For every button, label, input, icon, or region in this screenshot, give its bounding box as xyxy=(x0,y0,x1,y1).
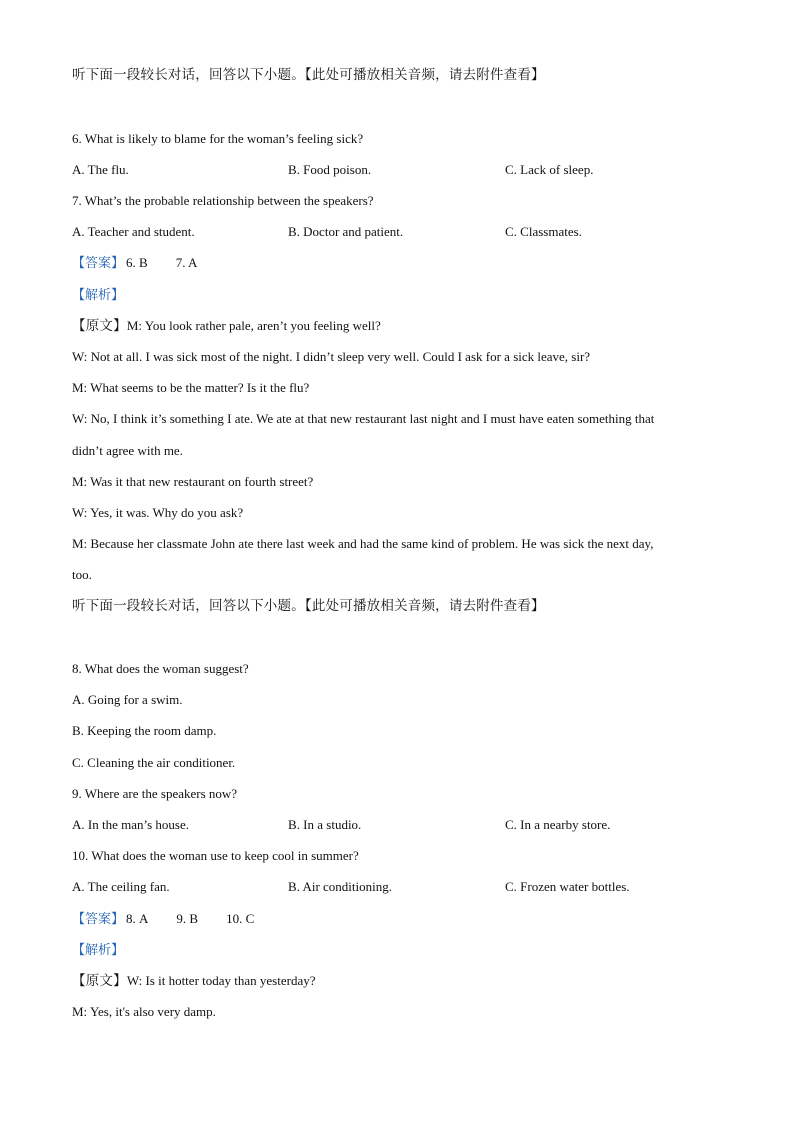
transcript-line-3: M: What seems to be the matter? Is it the flu? xyxy=(72,380,310,395)
question-10: 10. What does the woman use to keep cool in summer? xyxy=(72,848,359,863)
transcript-text: M: You look rather pale, aren’t you feeling well? xyxy=(126,318,381,333)
q8-option-c: C. Cleaning the air conditioner. xyxy=(72,755,236,770)
transcript-line-2: W: Not at all. I was sick most of the night. I didn’t sleep very well. Could I ask for a sick leave, sir? xyxy=(72,349,591,364)
q9-option-a: A. In the man’s house. xyxy=(72,817,189,832)
transcript-line-6: M: Was it that new restaurant on fourth street? xyxy=(72,474,314,489)
original-tag: 【原文】 xyxy=(72,318,127,334)
question-6: 6. What is likely to blame for the woman’s feeling sick? xyxy=(72,131,364,146)
q6-option-b: B. Food poison. xyxy=(288,162,372,177)
transcript-line-4: W: No, I think it’s something I ate. We ate at that new restaurant last night and I must have eaten something that xyxy=(72,411,655,426)
answer-line-1 xyxy=(72,254,197,273)
analysis-tag: 【解析】 xyxy=(72,288,125,303)
answer-tag: 【答案】 xyxy=(72,912,125,927)
q6-option-c: C. Lack of sleep. xyxy=(505,162,594,177)
transcript-line-1 xyxy=(72,317,381,335)
transcript2-line-1 xyxy=(72,972,316,990)
q8-option-a: A. Going for a swim. xyxy=(72,692,183,707)
q6-option-a: A. The flu. xyxy=(72,162,129,177)
transcript-line-5: didn’t agree with me. xyxy=(72,443,183,458)
section1-instruction: 听下面一段较长对话，回答以下小题。【此处可播放相关音频，请去附件查看】 xyxy=(72,67,545,83)
section2-instruction: 听下面一段较长对话，回答以下小题。【此处可播放相关音频，请去附件查看】 xyxy=(72,598,545,614)
transcript-line-8: M: Because her classmate John ate there last week and had the same kind of problem. He was sick the next day, xyxy=(72,536,654,551)
question-7: 7. What’s the probable relationship between the speakers? xyxy=(72,193,374,208)
analysis-line-1 xyxy=(72,286,124,305)
analysis-tag: 【解析】 xyxy=(72,943,125,958)
transcript-text: W: Is it hotter today than yesterday? xyxy=(126,973,316,988)
question-9: 9. Where are the speakers now? xyxy=(72,786,238,801)
analysis-line-2 xyxy=(72,941,124,960)
q9-option-b: B. In a studio. xyxy=(288,817,362,832)
transcript2-line-2: M: Yes, it's also very damp. xyxy=(72,1004,216,1019)
q7-option-c: C. Classmates. xyxy=(505,224,582,239)
answer-10: 10. C xyxy=(226,911,255,926)
original-tag: 【原文】 xyxy=(72,973,127,989)
transcript-line-7: W: Yes, it was. Why do you ask? xyxy=(72,505,244,520)
q9-option-c: C. In a nearby store. xyxy=(505,817,611,832)
q7-option-b: B. Doctor and patient. xyxy=(288,224,404,239)
answer-8: 8. A xyxy=(126,911,149,926)
answer-line-2 xyxy=(72,910,254,929)
q10-option-c: C. Frozen water bottles. xyxy=(505,879,630,894)
answer-7: 7. A xyxy=(175,255,198,270)
question-8: 8. What does the woman suggest? xyxy=(72,661,249,676)
q7-option-a: A. Teacher and student. xyxy=(72,224,195,239)
q10-option-b: B. Air conditioning. xyxy=(288,879,392,894)
answer-9: 9. B xyxy=(176,911,199,926)
answer-tag: 【答案】 xyxy=(72,256,125,271)
answer-6: 6. B xyxy=(126,255,148,270)
q8-option-b: B. Keeping the room damp. xyxy=(72,723,217,738)
transcript-line-9: too. xyxy=(72,567,92,582)
q10-option-a: A. The ceiling fan. xyxy=(72,879,170,894)
